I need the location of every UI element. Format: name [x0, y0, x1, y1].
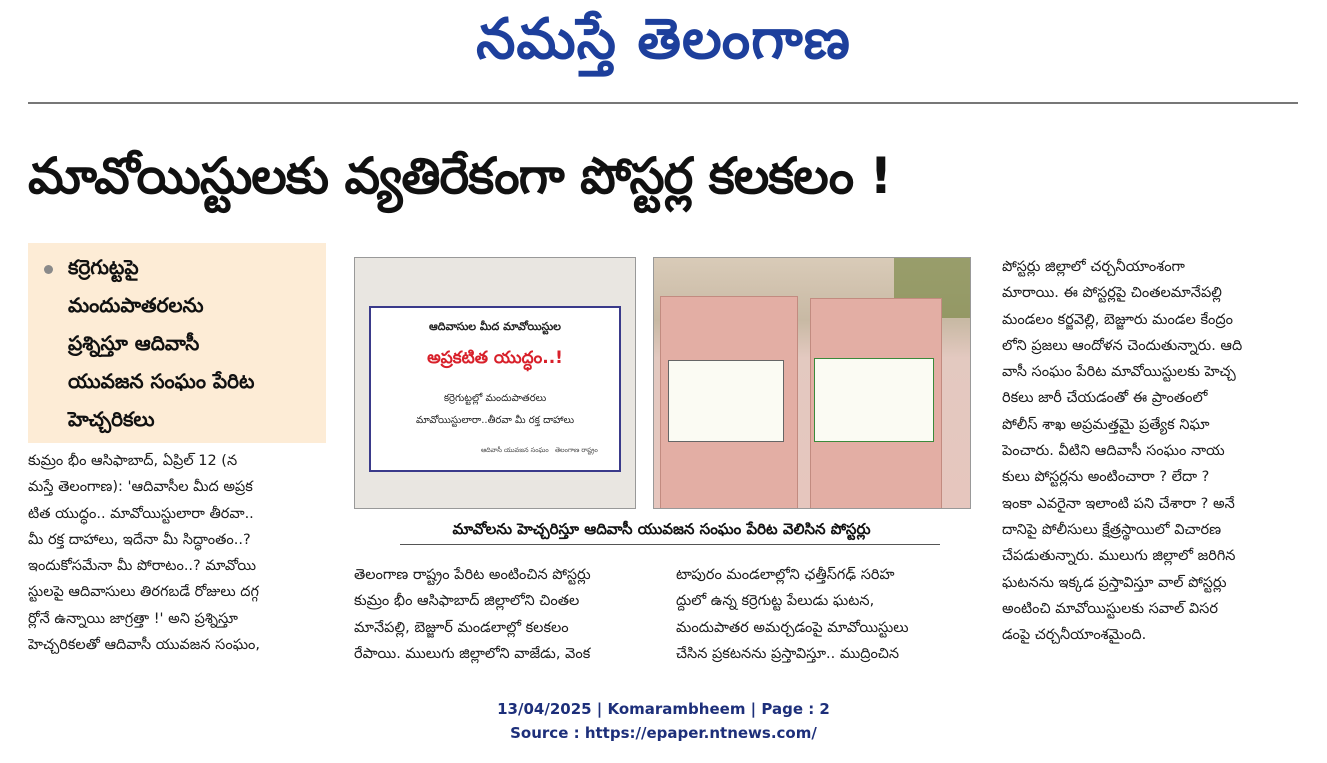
- article-column-1: [28, 448, 326, 658]
- text-line: తెలంగాణ రాష్ట్రం పేరిట అంటించిన పోస్టర్లు: [354, 567, 591, 583]
- text-line: పెంచారు. వీటిని ఆదివాసీ సంఘం నాయ: [1002, 443, 1225, 460]
- article-column-2: [354, 562, 650, 667]
- text-line: దానిపై పోలీసులు క్షేత్రస్థాయిలో విచారణ: [1002, 521, 1222, 538]
- article-column-3: [676, 562, 972, 667]
- highlight-line: కర్రెగుట్టపై: [68, 255, 139, 279]
- text-line: మానేపల్లి, బెజ్జూర్ మండలాల్లో కలకలం: [354, 619, 569, 636]
- text-line: రేపాయి. ములుగు జిల్లాలోని వాజేడు, వెంక: [354, 645, 591, 662]
- headline: మావోయిస్టులకు వ్యతిరేకంగా పోస్టర్ల కలకలం !: [28, 147, 892, 205]
- text-line: కులు పోస్టర్లను అంటించారా ? లేదా ?: [1002, 469, 1210, 486]
- text-line: పోస్టర్లు జిల్లాలో చర్చనీయాంశంగా: [1002, 259, 1185, 275]
- highlight-line: ప్రశ్నిస్తూ ఆదివాసీ: [68, 331, 200, 355]
- text-line: ఇందుకోసమేనా మీ పోరాటం..? మావోయి: [28, 558, 257, 575]
- text-line: ఇంకా ఎవరైనా ఇలాంటి పని చేశారా ? అనే: [1002, 495, 1235, 512]
- text-line: అంటించి మావోయిస్టులకు సవాల్ విసర: [1002, 600, 1218, 617]
- text-line: ఘటనను ఇక్కడ ప్రస్తావిస్తూ వాల్ పోస్టర్లు: [1002, 574, 1227, 591]
- text-line: హెచ్చరికలతో ఆదివాసీ యువజన సంఘం,: [28, 637, 260, 654]
- highlight-line: మందుపాతరలను: [68, 293, 204, 317]
- text-line: డంపై చర్చనీయాంశమైంది.: [1002, 627, 1147, 644]
- article-column-4: [1002, 254, 1298, 648]
- masthead-divider: [28, 102, 1298, 104]
- poster-text-line: కర్రెగుట్టల్లో మందుపాతరలు: [443, 393, 547, 404]
- poster-title: అప్రకటిత యుద్ధం..!: [427, 348, 563, 368]
- text-line: లోని ప్రజలు ఆందోళన చెందుతున్నారు. ఆది: [1002, 337, 1243, 354]
- poster-text-line: మావోయిస్టులారా..తీరవా మీ రక్త దాహాలు: [415, 415, 575, 426]
- poster-signature: తెలంగాణ రాష్ట్రం: [555, 446, 598, 454]
- text-line: ర్లోనే ఉన్నాయి జాగ్రత్తా !' అని ప్రశ్నిస్తూ: [28, 610, 238, 627]
- photo-caption: మావోలను హెచ్చరిస్తూ ఆదివాసీ యువజన సంఘం పేరిట వెలిసిన పోస్టర్లు: [452, 520, 871, 538]
- caption-divider: [400, 544, 940, 545]
- poster-on-pillar: [814, 358, 934, 442]
- highlight-box: [28, 243, 326, 443]
- poster-top-text: ఆదివాసుల మీద మావోయిస్టుల: [429, 320, 561, 333]
- text-line: మస్తే తెలంగాణ): 'ఆదివాసీల మీద అప్రక: [28, 479, 253, 496]
- poster-photo-1: [354, 257, 636, 509]
- text-line: మండలం కర్జవెల్లి, బెజ్జూరు మండల కేంద్రం: [1002, 311, 1233, 328]
- text-line: టాపురం మండలాల్లోని ఛత్తీస్‌గఢ్ సరిహ: [676, 567, 895, 583]
- footer-source: Source : https://epaper.ntnews.com/: [510, 724, 817, 742]
- text-line: టిత యుద్ధం.. మావోయిస్టులారా తీరవా..: [28, 505, 254, 522]
- text-line: చేపడుతున్నారు. ములుగు జిల్లాలో జరిగిన: [1002, 548, 1236, 565]
- text-line: వాసీ సంఘం పేరిట మావోయిస్టులకు హెచ్చ: [1002, 364, 1236, 381]
- wall-poster: [369, 306, 621, 472]
- poster-on-pillar: [668, 360, 784, 442]
- text-line: స్టులపై ఆదివాసులు తిరగబడే రోజులు దగ్గ: [28, 584, 259, 601]
- masthead-logo: నమస్తే తెలంగాణ: [476, 7, 851, 72]
- text-line: మీ రక్త దాహాలు, ఇదేనా మీ సిద్ధాంతం..?: [28, 531, 251, 548]
- poster-photo-2: [653, 257, 971, 509]
- footer-meta: 13/04/2025 | Komarambheem | Page : 2: [497, 700, 830, 718]
- highlight-line: హెచ్చరికలు: [68, 407, 155, 431]
- text-line: రికలు జారీ చేయడంతో ఈ ప్రాంతంలో: [1002, 390, 1208, 407]
- text-line: మందుపాతర అమర్చడంపై మావోయిస్టులు: [676, 619, 909, 636]
- text-line: కుమ్రం భీం ఆసిఫాబాద్, ఏప్రిల్ 12 (న: [28, 453, 238, 469]
- text-line: పోలీస్ శాఖ అప్రమత్తమై ప్రత్యేక నిఘా: [1002, 416, 1210, 433]
- text-line: చేసిన ప్రకటనను ప్రస్తావిస్తూ.. ముద్రించిన: [676, 645, 900, 662]
- text-line: మారాయి. ఈ పోస్టర్లపై చింతలమానేపల్లి: [1002, 285, 1222, 302]
- text-line: ద్దులో ఉన్న కర్రెగుట్ట పేలుడు ఘటన,: [676, 593, 875, 610]
- poster-signature: ఆదివాసీ యువజన సంఘం: [481, 446, 549, 454]
- text-line: కుమ్రం భీం ఆసిఫాబాద్ జిల్లాలోని చింతల: [354, 593, 580, 610]
- bullet-icon: [44, 265, 53, 274]
- highlight-line: యువజన సంఘం పేరిట: [68, 369, 255, 393]
